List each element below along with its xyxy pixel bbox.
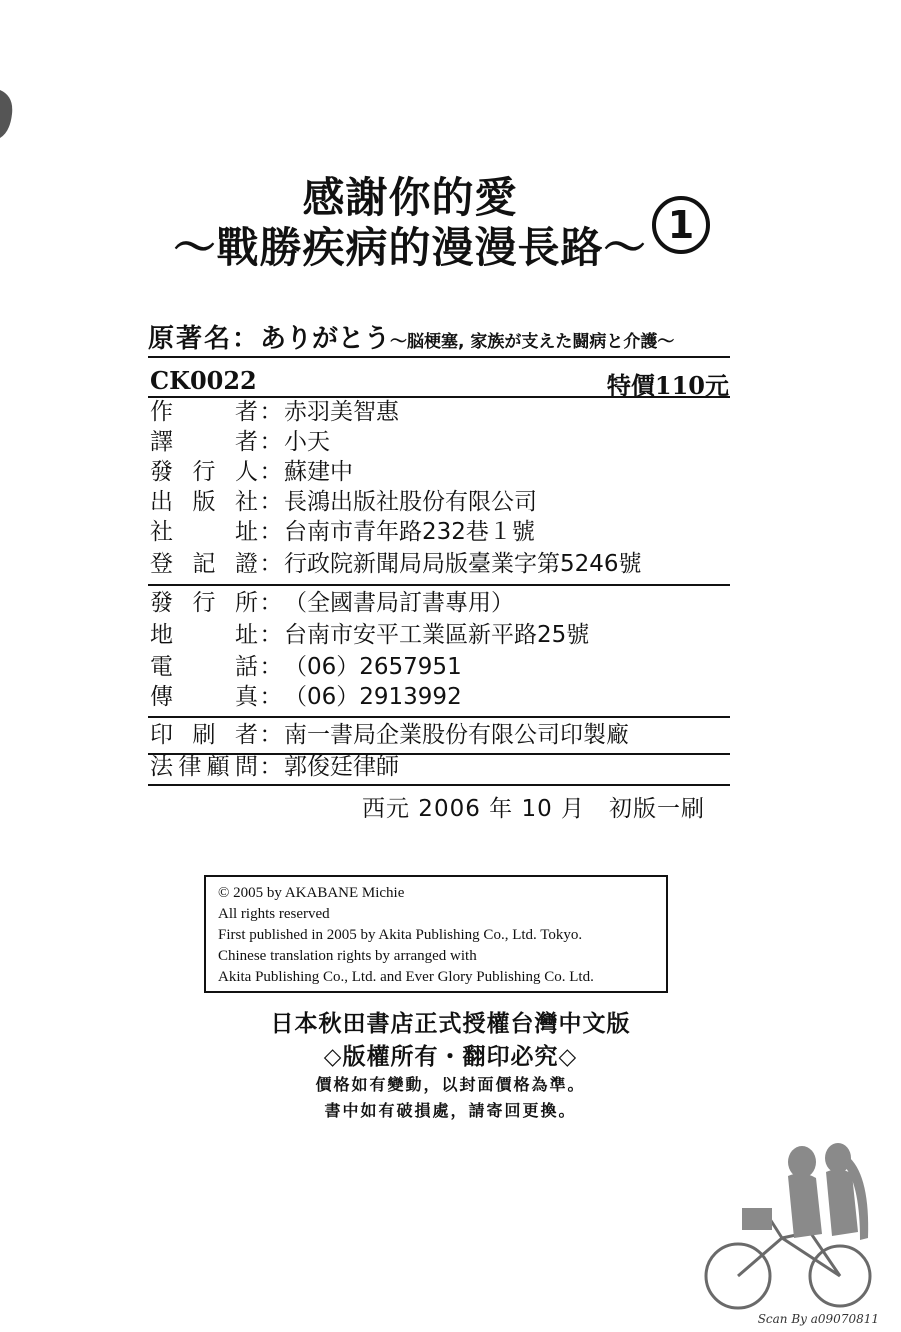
title-line-2: ～戰勝疾病的漫漫長路～ bbox=[173, 223, 647, 272]
credit-colon: ： bbox=[259, 654, 283, 680]
volume-number: 1 bbox=[652, 196, 710, 254]
credit-row-author bbox=[150, 397, 399, 427]
credit-row-distributor-address bbox=[150, 620, 589, 650]
credit-key: 作者 bbox=[150, 399, 258, 425]
price: 特價110元 bbox=[606, 371, 729, 400]
copyright-line: All rights reserved bbox=[218, 906, 330, 922]
credit-row-legal bbox=[150, 752, 399, 782]
credit-colon: ： bbox=[259, 429, 283, 455]
credit-row-distributor bbox=[150, 588, 514, 618]
credit-value: （06）2913992 bbox=[284, 684, 462, 710]
credit-value: 郭俊廷律師 bbox=[284, 754, 399, 780]
credit-row-printer bbox=[150, 720, 629, 750]
scan-credit: Scan By a09070811 bbox=[757, 1312, 879, 1326]
original-title-sub: ～脳梗塞, 家族が支えた闘病と介護～ bbox=[390, 332, 675, 352]
credit-key: 社址 bbox=[150, 519, 258, 545]
credit-key: 印刷者 bbox=[150, 722, 258, 748]
credit-colon: ： bbox=[259, 459, 283, 485]
credit-key: 登記證 bbox=[150, 551, 258, 577]
original-title bbox=[148, 318, 738, 355]
credit-colon: ： bbox=[259, 489, 283, 515]
page-edge-mark bbox=[0, 90, 14, 138]
copyright-line: © 2005 by AKABANE Michie bbox=[218, 885, 405, 901]
credit-key: 地址 bbox=[150, 622, 258, 648]
credit-key: 譯者 bbox=[150, 429, 258, 455]
credit-key: 發行人 bbox=[150, 459, 258, 485]
copyright-line: Chinese translation rights by arranged with bbox=[218, 948, 477, 964]
authorization-notice: 日本秋田書店正式授權台灣中文版 bbox=[270, 1011, 631, 1037]
credit-row-translator bbox=[150, 427, 330, 457]
credit-colon: ： bbox=[259, 399, 283, 425]
credit-value: 赤羽美智惠 bbox=[284, 399, 399, 425]
original-title-main: ありがとう bbox=[260, 324, 391, 354]
price-notice: 價格如有變動，以封面價格為準。 bbox=[315, 1075, 586, 1094]
title-line-1: 感謝你的愛 bbox=[302, 173, 518, 222]
credit-value: 蘇建中 bbox=[284, 459, 353, 485]
credit-value: 台南市青年路232巷１號 bbox=[284, 519, 535, 545]
credit-colon: ： bbox=[259, 590, 283, 616]
credit-key: 電話 bbox=[150, 654, 258, 680]
credit-colon: ： bbox=[259, 551, 283, 577]
credit-value: 長鴻出版社股份有限公司 bbox=[284, 489, 537, 515]
credit-row-registration bbox=[150, 549, 642, 579]
copyright-line: First published in 2005 by Akita Publishing Co., Ltd. Tokyo. bbox=[218, 927, 583, 943]
credit-key: 發行所 bbox=[150, 590, 258, 616]
divider bbox=[148, 784, 730, 786]
rights-notice: ◇版權所有・翻印必究◇ bbox=[323, 1044, 578, 1070]
original-title-label: 原著名： bbox=[148, 324, 261, 354]
credit-row-publisher bbox=[150, 487, 537, 517]
copyright-line: Akita Publishing Co., Ltd. and Ever Glory Publishing Co. Ltd. bbox=[218, 969, 594, 985]
divider bbox=[148, 584, 730, 586]
credit-key: 出版社 bbox=[150, 489, 258, 515]
damage-notice: 書中如有破損處，請寄回更換。 bbox=[324, 1101, 577, 1120]
credit-value: 行政院新聞局局版臺業字第5246號 bbox=[284, 551, 642, 577]
copyright-box bbox=[204, 875, 668, 993]
credit-colon: ： bbox=[259, 754, 283, 780]
divider bbox=[148, 716, 730, 718]
credit-value: （06）2657951 bbox=[284, 654, 462, 680]
divider bbox=[148, 356, 730, 358]
credit-row-phone bbox=[150, 652, 462, 682]
edition-date: 西元 2006 年 10 月 初版一刷 bbox=[362, 796, 706, 822]
credit-value: 台南市安平工業區新平路25號 bbox=[284, 622, 590, 648]
credit-value: （全國書局訂書專用） bbox=[284, 590, 514, 616]
product-code: CK0022 bbox=[150, 366, 257, 395]
credit-row-fax bbox=[150, 682, 462, 712]
bicycle-illustration bbox=[690, 1128, 890, 1318]
credit-key: 法律顧問 bbox=[150, 754, 258, 780]
credit-key: 傳真 bbox=[150, 684, 258, 710]
credit-value: 小天 bbox=[284, 429, 330, 455]
credit-value: 南一書局企業股份有限公司印製廠 bbox=[284, 722, 629, 748]
credit-colon: ： bbox=[259, 722, 283, 748]
credit-row-publisher-person bbox=[150, 457, 353, 487]
credit-colon: ： bbox=[259, 684, 283, 710]
credit-row-publisher-address bbox=[150, 517, 535, 547]
credit-colon: ： bbox=[259, 519, 283, 545]
credit-colon: ： bbox=[259, 622, 283, 648]
